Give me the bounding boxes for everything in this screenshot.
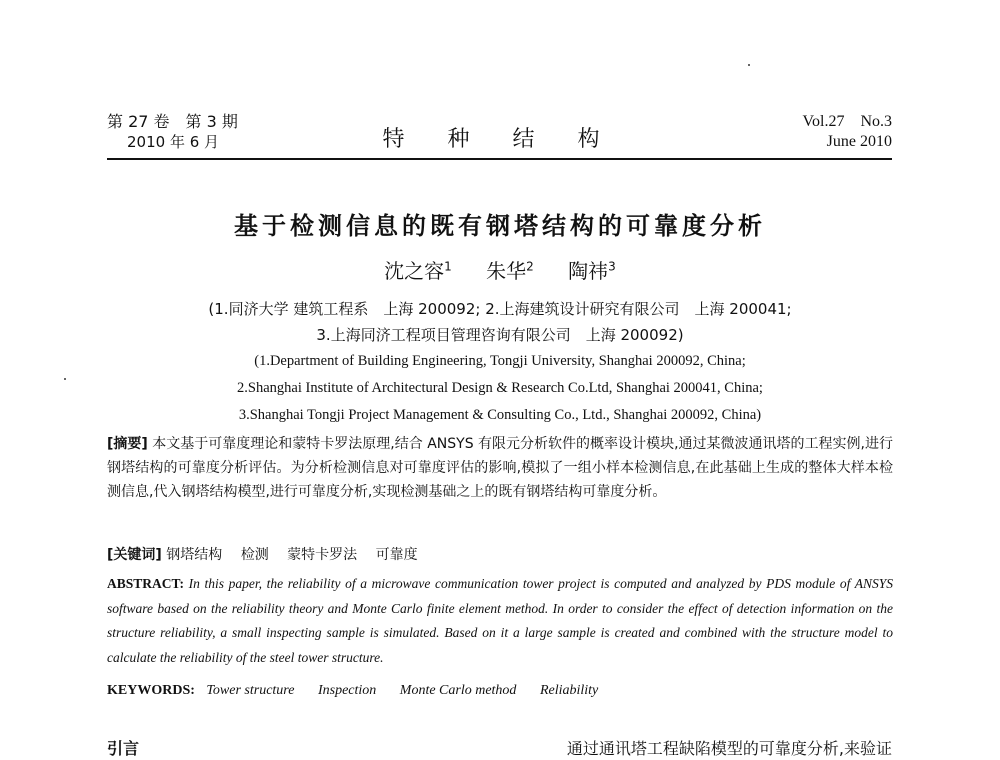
affiliation-cn-line: (1.同济大学 建筑工程系 上海 200092; 2.上海建筑设计研究有限公司 上海 200041; — [208, 300, 792, 318]
header-rule — [107, 158, 892, 160]
author: 沈之容$^1$ — [384, 259, 452, 283]
keywords-en-label: KEYWORDS: — [107, 683, 195, 698]
volume-issue-cn: 第 27 卷 第 3 期 — [107, 112, 238, 131]
section-heading-intro: 引言 — [107, 739, 140, 758]
keyword-en: Inspection — [317, 683, 377, 698]
scan-speck — [748, 64, 750, 66]
keyword-cn: 钢塔结构 — [166, 547, 223, 563]
paper-title: 基于检测信息的既有钢塔结构的可靠度分析 — [234, 212, 766, 240]
author: 朱华$^2$ — [486, 259, 534, 283]
affiliation-cn-line: 3.上海同济工程项目管理咨询有限公司 上海 200092) — [316, 326, 684, 344]
abstract-en — [107, 572, 893, 670]
keywords-cn — [107, 544, 432, 564]
keyword-en: Monte Carlo method — [399, 683, 517, 698]
scan-speck — [64, 378, 66, 380]
keyword-cn: 可靠度 — [375, 547, 418, 563]
keyword-en: Reliability — [539, 683, 599, 698]
abstract-cn-label: [摘要] — [107, 436, 148, 452]
abstract-cn-text: 本文基于可靠度理论和蒙特卡罗法原理,结合 ANSYS 有限元分析软件的概率设计模块,通过某微波通讯塔的工程实例,进行钢塔结构的可靠度分析评估。为分析检测信息对可靠度评估的影响,模拟了一组小样本检测信息,在此基础上生成的整体大样本检测信息,代入钢塔结构模型,进行可靠度分析,实现检测基础之上的既有钢塔结构可靠度分析。 — [107, 436, 894, 500]
affiliation-en-line: 2.Shanghai Institute of Architectural Design & Research Co.Ltd, Shanghai 200041, China; — [237, 380, 763, 396]
keywords-en — [107, 683, 618, 699]
abstract-en-text: In this paper, the reliability of a microwave communication tower project is computed and analyzed by PDS module of ANSYS software based on the reliability theory and Monte Carlo finite element method. In order to consider the effect of detection information on the structure reliability, a small inspecting sample is simulated. Based on it a large sample is created and combined with the structure model to calculate the reliability of the steel tower structure. — [107, 576, 893, 665]
header-right — [803, 112, 893, 152]
affiliation-en-line: 3.Shanghai Tongji Project Management & Consulting Co., Ltd., Shanghai 200092, China) — [238, 407, 762, 423]
keyword-en: Tower structure — [206, 683, 295, 698]
author-list — [0, 255, 1000, 284]
date-en: June 2010 — [826, 133, 892, 150]
author: 陶祎$^3$ — [568, 259, 616, 283]
keyword-cn: 蒙特卡罗法 — [287, 547, 358, 563]
keywords-cn-label: [关键词] — [107, 547, 162, 563]
volume-issue-en: Vol.27 No.3 — [802, 113, 892, 130]
journal-name: 特 种 结 构 — [382, 127, 618, 152]
abstract-en-label: ABSTRACT: — [107, 576, 185, 591]
right-column-text: 通过通讯塔工程缺陷模型的可靠度分析,来验证 — [566, 739, 892, 758]
abstract-cn — [107, 432, 893, 504]
affiliation-en-line: (1.Department of Building Engineering, Tongji University, Shanghai 200092, China; — [254, 353, 746, 369]
date-cn: 2010 年 6 月 — [127, 133, 220, 151]
keyword-cn: 检测 — [240, 547, 269, 563]
